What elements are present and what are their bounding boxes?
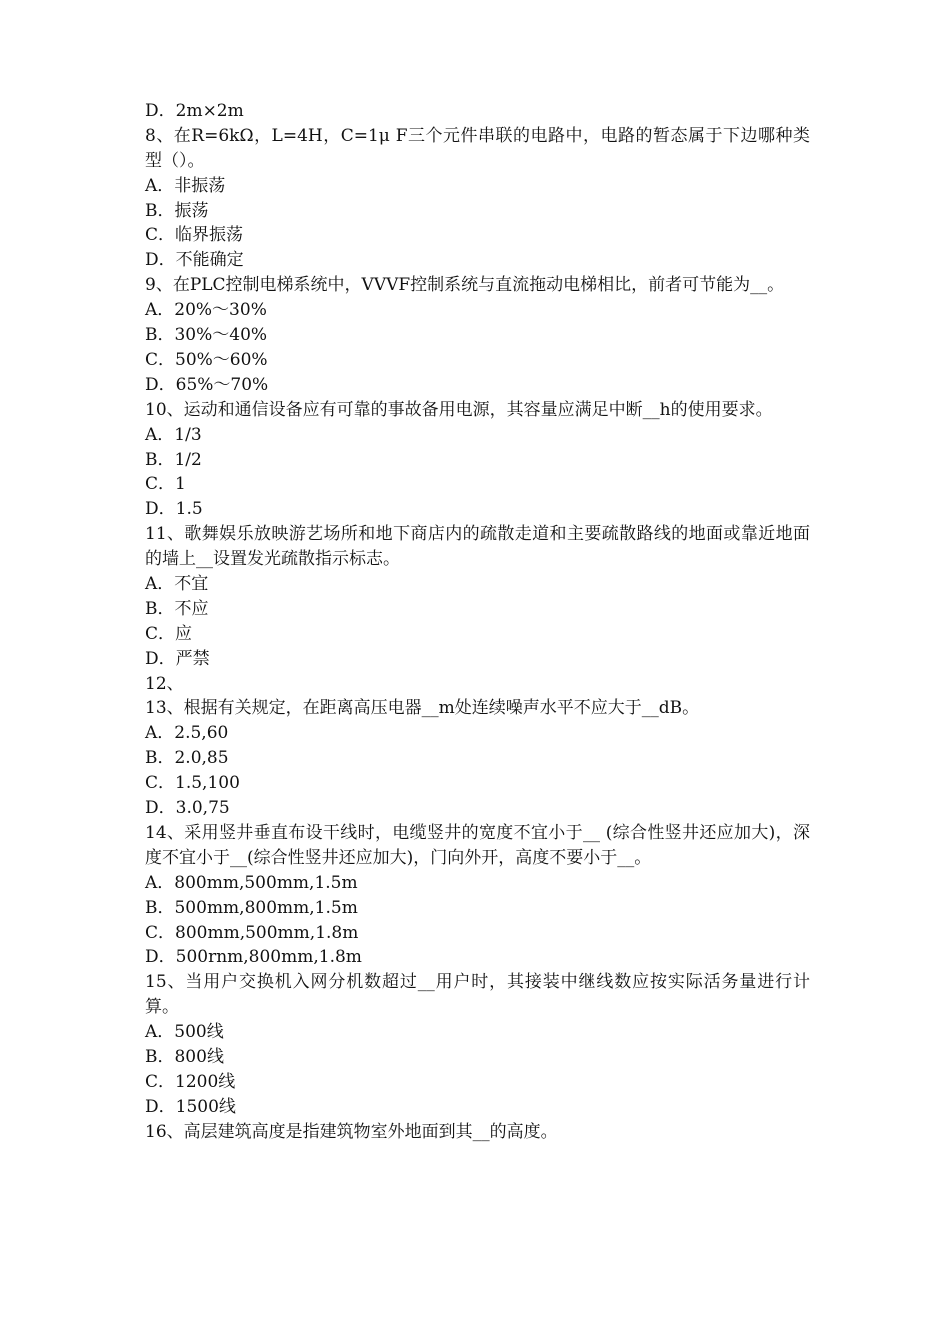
question-text: 9、在PLC控制电梯系统中，VVVF控制系统与直流拖动电梯相比，前者可节能为__。 bbox=[145, 275, 785, 296]
answer-option: D．1500线 bbox=[145, 1096, 236, 1117]
question-text: 14、采用竖井垂直布设干线时，电缆竖井的宽度不宜小于__ (综合性竖井还应加大)，深度不宜小于__(综合性竖井还应加大)，门向外开，高度不要小于__。 bbox=[145, 822, 810, 868]
answer-option: C．1200线 bbox=[145, 1071, 236, 1092]
answer-option: B．2.0,85 bbox=[145, 748, 229, 769]
answer-option: B．30%～40% bbox=[145, 325, 268, 346]
question-text: 13、根据有关规定，在距离高压电器__m处连续噪声水平不应大于__dB。 bbox=[145, 698, 700, 719]
answer-option: A．20%～30% bbox=[145, 300, 267, 321]
answer-option: B．振荡 bbox=[145, 200, 209, 221]
answer-option: D．3.0,75 bbox=[145, 798, 230, 819]
document-body bbox=[145, 99, 810, 1145]
answer-option: C．1.5,100 bbox=[145, 773, 240, 794]
answer-option: C．800mm,500mm,1.8m bbox=[145, 922, 359, 943]
answer-option: A．500线 bbox=[145, 1022, 224, 1043]
answer-option: B．1/2 bbox=[145, 449, 202, 470]
answer-option: B．500mm,800mm,1.5m bbox=[145, 897, 358, 918]
question-text: 10、运动和通信设备应有可靠的事故备用电源，其容量应满足中断__h的使用要求。 bbox=[145, 399, 773, 420]
answer-option: D．不能确定 bbox=[145, 250, 244, 271]
answer-option: C．50%～60% bbox=[145, 349, 268, 370]
answer-option: D．1.5 bbox=[145, 499, 203, 520]
answer-option: B．不应 bbox=[145, 598, 209, 619]
question-text: 8、在R=6kΩ，L=4H，C=1μ F三个元件串联的电路中，电路的暂态属于下边哪种类型（）。 bbox=[145, 125, 810, 171]
answer-option: A．2.5,60 bbox=[145, 723, 229, 744]
question-text: 16、高层建筑高度是指建筑物室外地面到其__的高度。 bbox=[145, 1121, 558, 1142]
answer-option: D．严禁 bbox=[145, 648, 210, 669]
question-text: 11、歌舞娱乐放映游艺场所和地下商店内的疏散走道和主要疏散路线的地面或靠近地面的墙上__设置发光疏散指示标志。 bbox=[145, 524, 810, 570]
answer-option: D．2m×2m bbox=[145, 101, 244, 121]
question-text: 15、当用户交换机入网分机数超过__用户时，其接装中继线数应按实际活务量进行计算。 bbox=[145, 972, 810, 1018]
answer-option: A．非振荡 bbox=[145, 175, 226, 196]
answer-option: C．临界振荡 bbox=[145, 225, 244, 246]
answer-option: A．不宜 bbox=[145, 574, 209, 595]
question-text: 12、 bbox=[145, 673, 184, 694]
answer-option: A．1/3 bbox=[145, 424, 202, 445]
answer-option: D．65%～70% bbox=[145, 374, 269, 395]
answer-option: C．1 bbox=[145, 474, 186, 495]
answer-option: A．800mm,500mm,1.5m bbox=[145, 872, 358, 893]
answer-option: D．500rnm,800mm,1.8m bbox=[145, 947, 362, 968]
answer-option: C．应 bbox=[145, 623, 193, 644]
answer-option: B．800线 bbox=[145, 1047, 224, 1068]
